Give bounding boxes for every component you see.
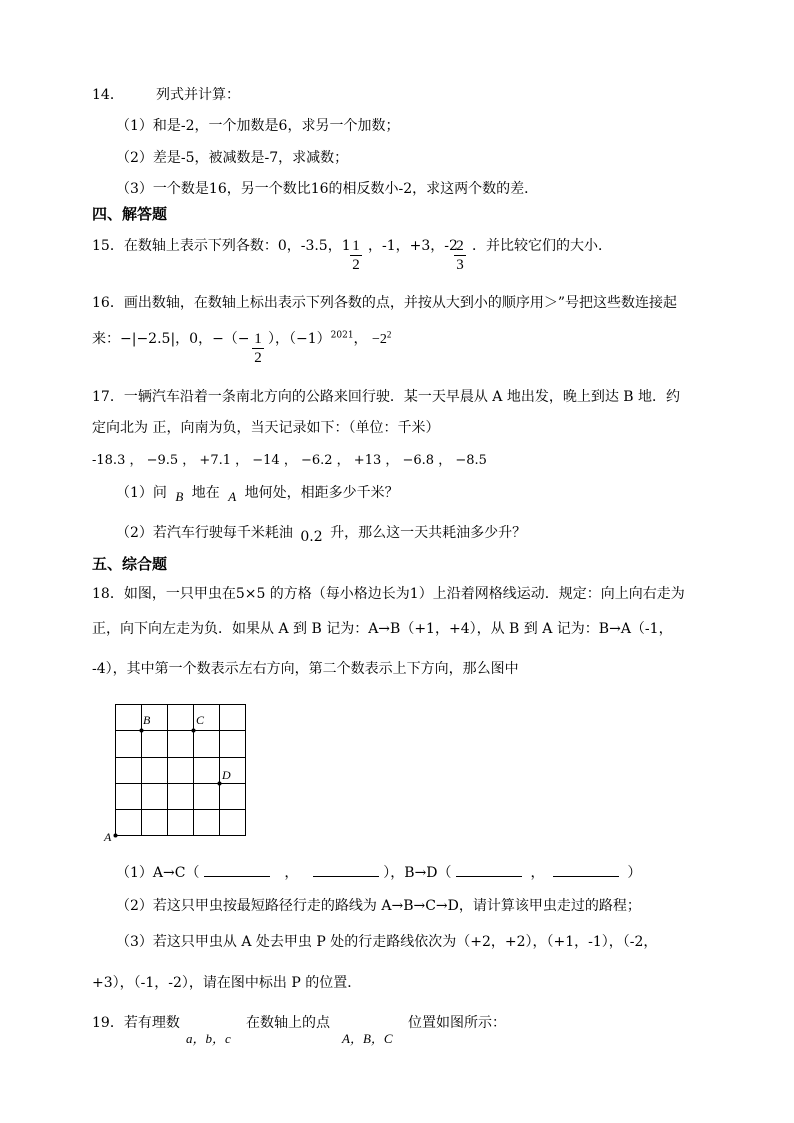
q19-text-c: 位置如图所示： bbox=[408, 1015, 506, 1031]
q17-part2 bbox=[116, 522, 527, 545]
q17-part2-a: （2）若汽车行驶每千米耗油 bbox=[116, 525, 293, 541]
q14-part1: （1）和是-2，一个加数是6，求另一个加数； bbox=[116, 118, 400, 134]
q16-neg-square bbox=[372, 329, 392, 347]
q16-fraction bbox=[252, 331, 264, 366]
q17-part1-e: 地何处，相距多少千米？ bbox=[244, 485, 399, 501]
q19-text-a: 19．若有理数 bbox=[92, 1015, 180, 1031]
q16-fraction-den: 2 bbox=[254, 350, 262, 366]
q18-line1: 18．如图，一只甲虫在5×5 的方格（每小格边长为1）上沿着网格线运动．规定：向上向右走为 bbox=[92, 586, 685, 602]
q15-text-c: ．并比较它们的大小． bbox=[472, 238, 612, 254]
q16-comma: ， bbox=[353, 331, 368, 347]
point-a bbox=[114, 834, 118, 838]
q17-fuel-rate: 0.2 bbox=[300, 529, 323, 545]
answer-blank-ac-y[interactable] bbox=[313, 864, 379, 877]
q16-square-exp: 2 bbox=[386, 329, 392, 340]
q18-part1-sep1: ， bbox=[284, 865, 299, 881]
q15-fraction-1-num: 1 bbox=[352, 238, 360, 254]
q14-part3: （3）一个数是16，另一个数比16的相反数小-2，求这两个数的差． bbox=[116, 181, 539, 197]
q15-fraction-1 bbox=[350, 238, 362, 273]
point-b bbox=[140, 729, 144, 733]
q16-neg-two: −2 bbox=[372, 332, 387, 347]
q18-part1-a: （1）A→C（ bbox=[116, 865, 200, 881]
q18-line3: -4），其中第一个数表示左右方向，第二个数表示上下方向，那么图中 bbox=[92, 661, 519, 677]
q18-line2: 正，向下向左走为负．如果从 A 到 B 记为：A→B（+1，+4），从 B 到 A 记为：B→A（-1， bbox=[92, 621, 673, 637]
q14-title: 列式并计算： bbox=[156, 87, 240, 103]
q18-part1-sep2: ， bbox=[530, 865, 545, 881]
q15-fraction-2 bbox=[454, 238, 466, 273]
label-a: A bbox=[104, 830, 112, 844]
q17-line2: 定向北为 正，向南为负，当天记录如下：（单位：千米） bbox=[92, 420, 440, 436]
point-c bbox=[192, 729, 196, 733]
point-d bbox=[218, 782, 222, 786]
q17-part1-a: （1）问 bbox=[116, 485, 167, 501]
q17-part1-c: 地在 bbox=[191, 485, 220, 501]
q16-line2-a: 来：−|−2.5|，0，−（− bbox=[92, 331, 250, 347]
q18-part3-line2: +3），（-1，-2），请在图中标出 P 的位置． bbox=[92, 975, 362, 991]
q15-fraction-1-den: 2 bbox=[352, 257, 360, 273]
q16-line2-b bbox=[268, 328, 391, 348]
q18-part1 bbox=[116, 862, 641, 882]
q19-vars-abc: a，b，c bbox=[186, 1031, 231, 1046]
q14-number: 14． bbox=[92, 87, 124, 103]
answer-blank-bd-y[interactable] bbox=[553, 864, 619, 877]
q17-line1: 17．一辆汽车沿着一条南北方向的公路来回行驶．某一天早晨从 A 地出发，晚上到达 B 地．约 bbox=[92, 389, 681, 405]
q16-power-exp-2021: 2021 bbox=[330, 330, 354, 341]
label-b: B bbox=[143, 713, 151, 727]
q18-part2: （2）若这只甲虫按最短路径行走的路线为 A→B→C→D，请计算该甲虫走过的路程； bbox=[116, 898, 641, 914]
q15-fraction-2-num: 2 bbox=[456, 238, 464, 254]
q17-var-b: B bbox=[175, 489, 184, 504]
answer-blank-bd-x[interactable] bbox=[456, 864, 522, 877]
label-d: D bbox=[222, 768, 231, 782]
section-heading-5: 五、综合题 bbox=[92, 555, 168, 573]
q16-fraction-num: 1 bbox=[254, 331, 262, 347]
q16-line1: 16．画出数轴，在数轴上标出表示下列各数的点，并按从大到小的顺序用＞”号把这些数连接起 bbox=[92, 295, 677, 311]
q17-part1 bbox=[116, 482, 399, 502]
q18-part3-line1: （3）若这只甲虫从 A 处去甲虫 P 处的行走路线依次为（+2，+2），（+1，-1），（-2， bbox=[116, 934, 658, 950]
q15-fraction-2-den: 3 bbox=[456, 257, 464, 273]
q18-part1-b: ），B→D（ bbox=[383, 865, 452, 881]
q17-records: -18.3 ， −9.5 ， +7.1 ， −14 ， −6.2 ， +13 ， −6.8 ， −8.5 bbox=[92, 453, 487, 468]
q15-text-a: 15．在数轴上表示下列各数：0，-3.5，1 bbox=[92, 238, 351, 254]
q18-part1-c: ） bbox=[627, 865, 642, 881]
q17-var-a: A bbox=[228, 489, 237, 504]
label-c: C bbox=[196, 713, 205, 727]
q19-vars-ABC: A，B，C bbox=[342, 1031, 393, 1046]
q18-grid-figure bbox=[100, 700, 250, 845]
q19-text-b: 在数轴上的点 bbox=[246, 1015, 330, 1031]
q15-text-b: ，-1，+3，-2 bbox=[368, 238, 458, 254]
q14-part2: （2）差是-5，被减数是-7，求减数； bbox=[116, 150, 349, 166]
q16-power-base: ），（−1） bbox=[268, 331, 331, 347]
answer-blank-ac-x[interactable] bbox=[204, 864, 270, 877]
section-heading-4: 四、解答题 bbox=[92, 205, 168, 223]
q17-part2-c: 升，那么这一天共耗油多少升？ bbox=[330, 525, 527, 541]
